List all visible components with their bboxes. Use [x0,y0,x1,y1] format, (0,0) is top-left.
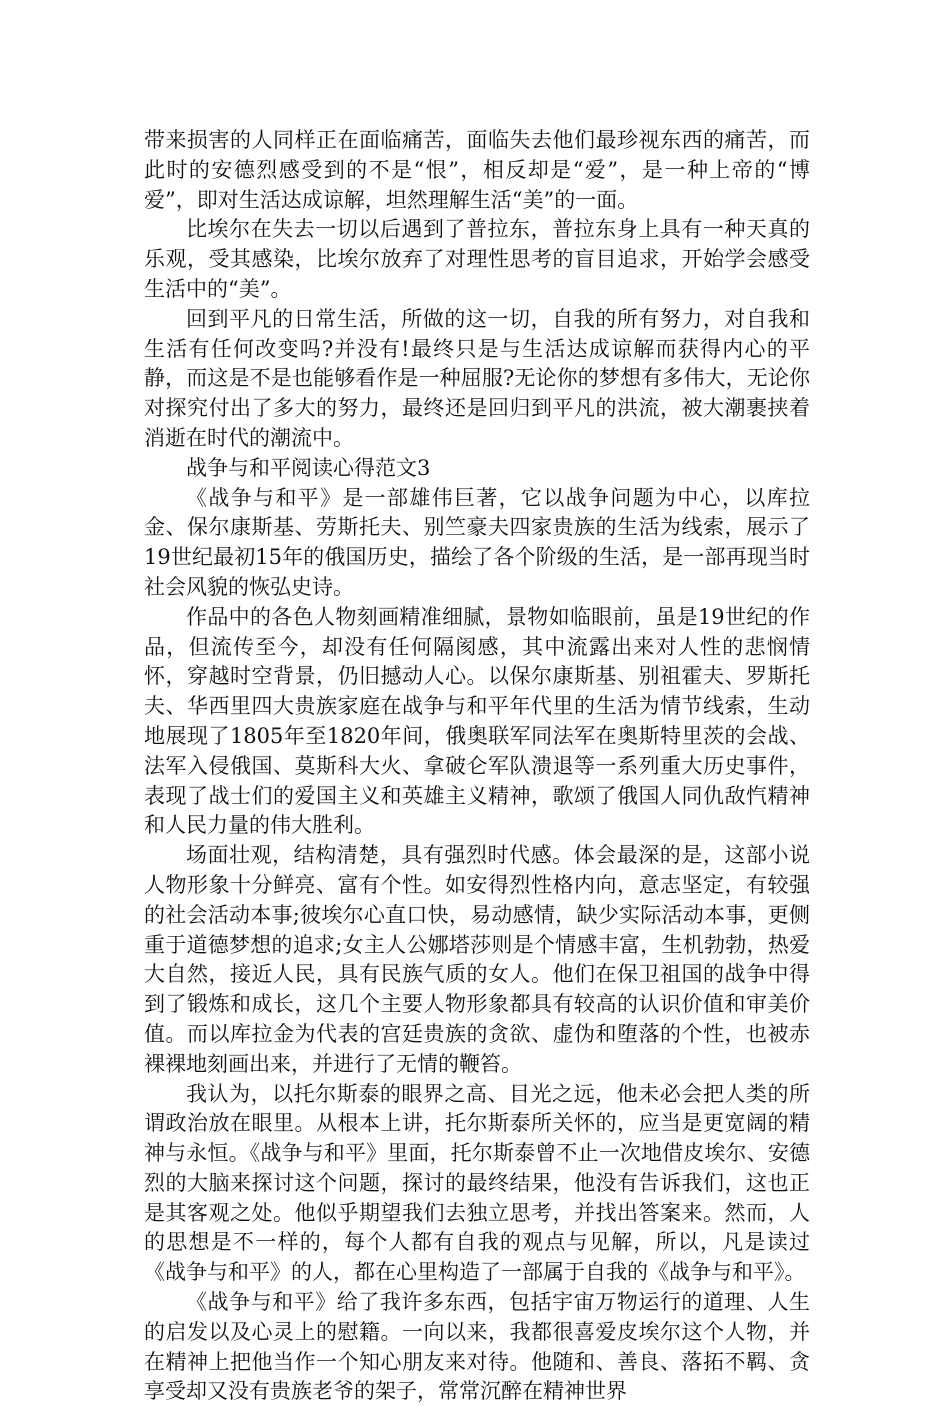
paragraph: 带来损害的人同样正在面临痛苦，面临失去他们最珍视东西的痛苦，而此时的安德烈感受到的不是“恨”，相反却是“爱”，是一种上帝的“博爱”，即对生活达成谅解，坦然理解生活“美”的一面。 [144,128,810,212]
paragraph: 作品中的各色人物刻画精准细腻，景物如临眼前，虽是19世纪的作品，但流传至今，却没有任何隔阂感，其中流露出来对人性的悲悯情怀，穿越时空背景，仍旧撼动人心。以保尔康斯基、别祖霍夫、罗斯托夫、华西里四大贵族家庭在战争与和平年代里的生活为情节线索，生动地展现了1805年至1820年间，俄奥联军同法军在奥斯特里茨的会战、法军入侵俄国、莫斯科大火、拿破仑军队溃退等一系列重大历史事件，表现了战士们的爱国主义和英雄主义精神，歌颂了俄国人同仇敌忾精神和人民力量的伟大胜利。 [144,604,810,838]
paragraph: 回到平凡的日常生活，所做的这一切，自我的所有努力，对自我和生活有任何改变吗?并没有!最终只是与生活达成谅解而获得内心的平静，而这是不是也能够看作是一种屈服?无论你的梦想有多伟大，无论你对探究付出了多大的努力，最终还是回归到平凡的洪流，被大潮裹挟着消逝在时代的潮流中。 [144,306,810,450]
paragraph: 场面壮观，结构清楚，具有强烈时代感。体会最深的是，这部小说人物形象十分鲜亮、富有个性。如安得烈性格内向，意志坚定，有较强的社会活动本事;彼埃尔心直口快，易动感情，缺少实际活动本事，更侧重于道德梦想的追求;女主人公娜塔莎则是个情感丰富，生机勃勃，热爱大自然，接近人民，具有民族气质的女人。他们在保卫祖国的战争中得到了锻炼和成长，这几个主要人物形象都具有较高的认识价值和审美价值。而以库拉金为代表的宫廷贵族的贪欲、虚伪和堕落的个性，也被赤裸裸地刻画出来，并进行了无情的鞭笞。 [144,843,810,1076]
paragraph: 比埃尔在失去一切以后遇到了普拉东，普拉东身上具有一种天真的乐观，受其感染，比埃尔放弃了对理性思考的盲目追求，开始学会感受生活中的“美”。 [144,217,810,301]
paragraph: 《战争与和平》给了我许多东西，包括宇宙万物运行的道理、人生的启发以及心灵上的慰籍。一向以来，我都很喜爱皮埃尔这个人物，并在精神上把他当作一个知心朋友来对待。他随和、善良、落拓不羁、贪享受却又没有贵族老爷的架子，常常沉醉在精神世界 [144,1290,810,1404]
document-body [144,126,810,1407]
section-heading: 战争与和平阅读心得范文3 [186,455,431,480]
paragraph: 我认为，以托尔斯泰的眼界之高、目光之远，他未必会把人类的所谓政治放在眼里。从根本上讲，托尔斯泰所关怀的，应当是更宽阔的精神与永恒。《战争与和平》里面，托尔斯泰曾不止一次地借皮埃尔、安德烈的大脑来探讨这个问题，探讨的最终结果，他没有告诉我们，这也正是其客观之处。他似乎期望我们去独立思考，并找出答案来。然而，人的思想是不一样的，每个人都有自我的观点与见解，所以，凡是读过《战争与和平》的人，都在心里构造了一部属于自我的《战争与和平》。 [144,1081,810,1285]
paragraph: 《战争与和平》是一部雄伟巨著，它以战争问题为中心，以库拉金、保尔康斯基、劳斯托夫、别竺豪夫四家贵族的生活为线索，展示了19世纪最初15年的俄国历史，描绘了各个阶级的生活，是一部再现当时社会风貌的恢弘史诗。 [144,485,810,599]
